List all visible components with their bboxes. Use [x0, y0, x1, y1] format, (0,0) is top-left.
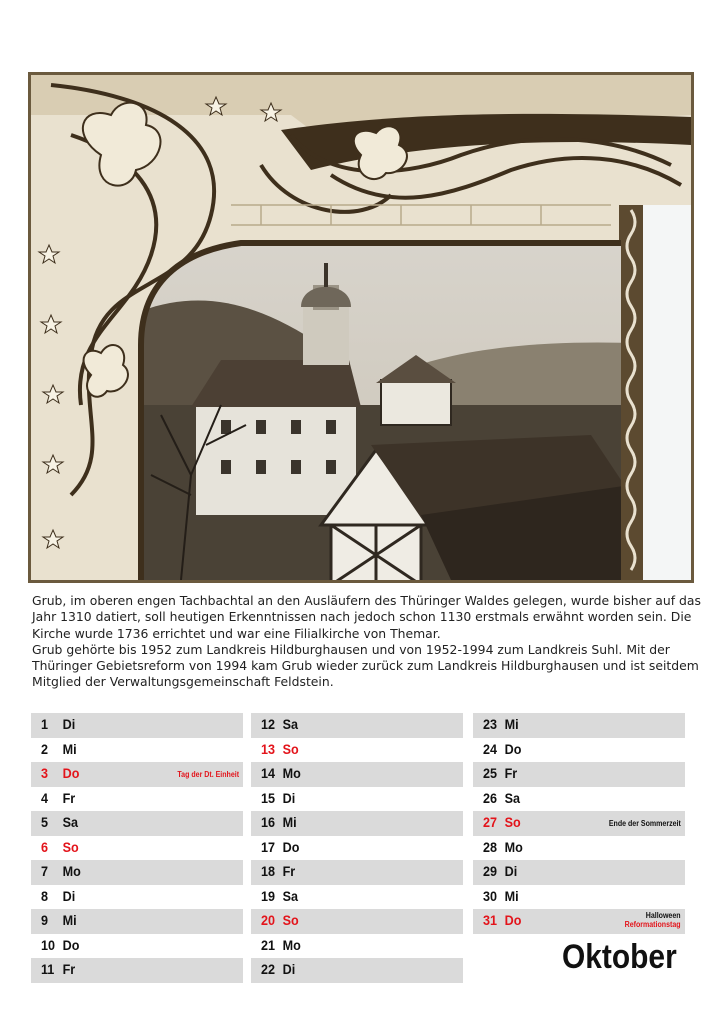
day-label — [261, 716, 298, 732]
day-number: 17 — [261, 838, 276, 855]
day-number: 1 — [41, 716, 49, 732]
weekday: So — [282, 740, 299, 757]
calendar-day-row — [251, 885, 463, 910]
calendar-day-row — [473, 885, 685, 910]
day-number: 15 — [261, 789, 276, 806]
day-number: 30 — [483, 887, 498, 904]
holiday-note — [625, 911, 681, 929]
calendar-day-row — [251, 738, 463, 763]
weekday: Do — [62, 765, 80, 781]
day-number: 9 — [41, 912, 49, 928]
day-label — [483, 814, 521, 830]
calendar-day-row — [473, 811, 685, 836]
day-number: 12 — [261, 716, 276, 732]
day-label — [41, 790, 75, 806]
calendar-day-row — [473, 713, 685, 738]
day-label — [261, 863, 295, 879]
day-number: 7 — [41, 863, 49, 879]
calendar-day-row — [251, 836, 463, 861]
day-number: 27 — [483, 814, 498, 830]
calendar-day-row — [251, 713, 463, 738]
weekday: Mi — [282, 814, 297, 830]
calendar-day-row — [31, 885, 243, 910]
day-number: 10 — [41, 936, 56, 953]
weekday: Sa — [504, 789, 521, 806]
day-label — [483, 839, 523, 855]
weekday: Fr — [282, 863, 296, 879]
weekday: Sa — [282, 716, 299, 732]
weekday: Di — [282, 789, 296, 806]
weekday: Mo — [282, 936, 301, 953]
holiday-note — [177, 770, 239, 779]
weekday: So — [62, 838, 79, 855]
caption — [32, 593, 702, 691]
weekday: Mi — [504, 887, 519, 904]
weekday: Do — [282, 838, 300, 855]
weekday: Fr — [62, 961, 76, 977]
weekday: Mo — [62, 863, 81, 879]
weekday: Mi — [62, 912, 77, 928]
weekday: Mi — [504, 716, 519, 732]
day-number: 29 — [483, 863, 498, 879]
month-title: Oktober — [562, 938, 677, 976]
calendar-column-3 — [473, 713, 685, 934]
day-label — [261, 765, 301, 781]
calendar-day-row — [251, 787, 463, 812]
day-label — [41, 912, 77, 928]
holiday-text: Ende der Sommerzeit — [609, 819, 681, 828]
day-label — [261, 741, 299, 757]
caption-paragraph-2: Grub gehörte bis 1952 zum Landkreis Hildburghausen und von 1952-1994 zum Landkreis Suhl. Mit der Thüringer Gebietsreform von 1994 kam Grub wieder zurück zum Landkreis Hildburghausen und ist seitdem Mitglied der Verwaltungsgemeinschaft Feldstein. — [32, 641, 699, 690]
day-number: 20 — [261, 912, 276, 928]
day-number: 24 — [483, 740, 498, 757]
holiday-note — [609, 819, 681, 828]
day-number: 16 — [261, 814, 276, 830]
day-label — [261, 961, 295, 977]
day-label — [261, 814, 297, 830]
weekday: Do — [504, 912, 522, 928]
day-label — [483, 716, 519, 732]
day-number: 28 — [483, 838, 498, 855]
day-label — [261, 937, 301, 953]
calendar-day-row — [31, 787, 243, 812]
day-label — [261, 839, 299, 855]
day-label — [41, 961, 75, 977]
calendar-day-row — [251, 762, 463, 787]
calendar-column-1 — [31, 713, 243, 983]
day-label — [41, 888, 75, 904]
day-number: 31 — [483, 912, 498, 928]
day-label — [261, 790, 295, 806]
day-number: 18 — [261, 863, 276, 879]
day-label — [41, 814, 78, 830]
day-number: 4 — [41, 789, 49, 806]
caption-paragraph-1: Grub, im oberen engen Tachbachtal an den Ausläufern des Thüringer Waldes gelegen, wurde bisher auf das Jahr 1310 datiert, soll heutigen Erkenntnissen nach jedoch schon 1130 erstmals erwähnt worden sein. Die Kirche wurde 1736 errichtet und war eine Filialkirche von Themar. — [32, 593, 701, 641]
calendar-day-row — [473, 762, 685, 787]
weekday: Di — [282, 961, 296, 977]
weekday: So — [282, 912, 299, 928]
day-label — [41, 765, 79, 781]
calendar-column-2 — [251, 713, 463, 983]
calendar-day-row — [473, 787, 685, 812]
day-label — [483, 912, 521, 928]
calendar-day-row — [31, 713, 243, 738]
calendar-day-row — [31, 836, 243, 861]
day-label — [41, 741, 77, 757]
calendar-day-row — [251, 958, 463, 983]
weekday: Do — [504, 740, 522, 757]
weekday: Sa — [282, 887, 299, 904]
weekday: Di — [62, 716, 76, 732]
weekday: Di — [62, 887, 76, 904]
weekday: Sa — [62, 814, 79, 830]
calendar-day-row — [473, 909, 685, 934]
holiday-text: Halloween — [646, 911, 681, 920]
calendar-day-row — [473, 860, 685, 885]
holiday-text: Tag der Dt. Einheit — [177, 770, 239, 779]
calendar-day-row — [31, 762, 243, 787]
day-number: 6 — [41, 838, 49, 855]
calendar-day-row — [31, 860, 243, 885]
day-number: 8 — [41, 887, 49, 904]
day-number: 13 — [261, 740, 276, 757]
weekday: Fr — [62, 789, 76, 806]
day-number: 5 — [41, 814, 49, 830]
day-number: 22 — [261, 961, 276, 977]
day-number: 25 — [483, 765, 498, 781]
day-number: 2 — [41, 740, 49, 757]
weekday: Do — [62, 936, 80, 953]
weekday: Mo — [282, 765, 301, 781]
calendar-day-row — [473, 836, 685, 861]
calendar-day-row — [31, 934, 243, 959]
calendar-day-row — [251, 811, 463, 836]
day-label — [483, 863, 517, 879]
day-number: 11 — [41, 961, 55, 977]
day-number: 23 — [483, 716, 498, 732]
calendar-day-row — [251, 909, 463, 934]
calendar-day-row — [473, 738, 685, 763]
calendar-day-row — [31, 909, 243, 934]
day-number: 21 — [261, 936, 276, 953]
day-label — [483, 888, 519, 904]
holiday-text: Reformationstag — [625, 920, 681, 929]
calendar-day-row — [251, 860, 463, 885]
day-label — [483, 790, 520, 806]
weekday: Di — [504, 863, 518, 879]
day-label — [41, 716, 75, 732]
day-label — [483, 765, 517, 781]
day-label — [41, 863, 81, 879]
calendar-day-row — [31, 738, 243, 763]
calendar-day-row — [31, 811, 243, 836]
day-label — [261, 912, 299, 928]
day-label — [41, 937, 79, 953]
day-label — [41, 839, 79, 855]
art-nouveau-frame-illustration — [31, 75, 691, 580]
weekday: Mo — [504, 838, 523, 855]
day-label — [483, 741, 521, 757]
weekday: So — [504, 814, 521, 830]
day-label — [261, 888, 298, 904]
weekday: Mi — [62, 740, 77, 757]
day-number: 26 — [483, 789, 498, 806]
calendar-day-row — [251, 934, 463, 959]
day-number: 14 — [261, 765, 276, 781]
calendar-day-row — [31, 958, 243, 983]
weekday: Fr — [504, 765, 518, 781]
day-number: 3 — [41, 765, 49, 781]
historic-photo — [28, 72, 694, 583]
day-number: 19 — [261, 887, 276, 904]
